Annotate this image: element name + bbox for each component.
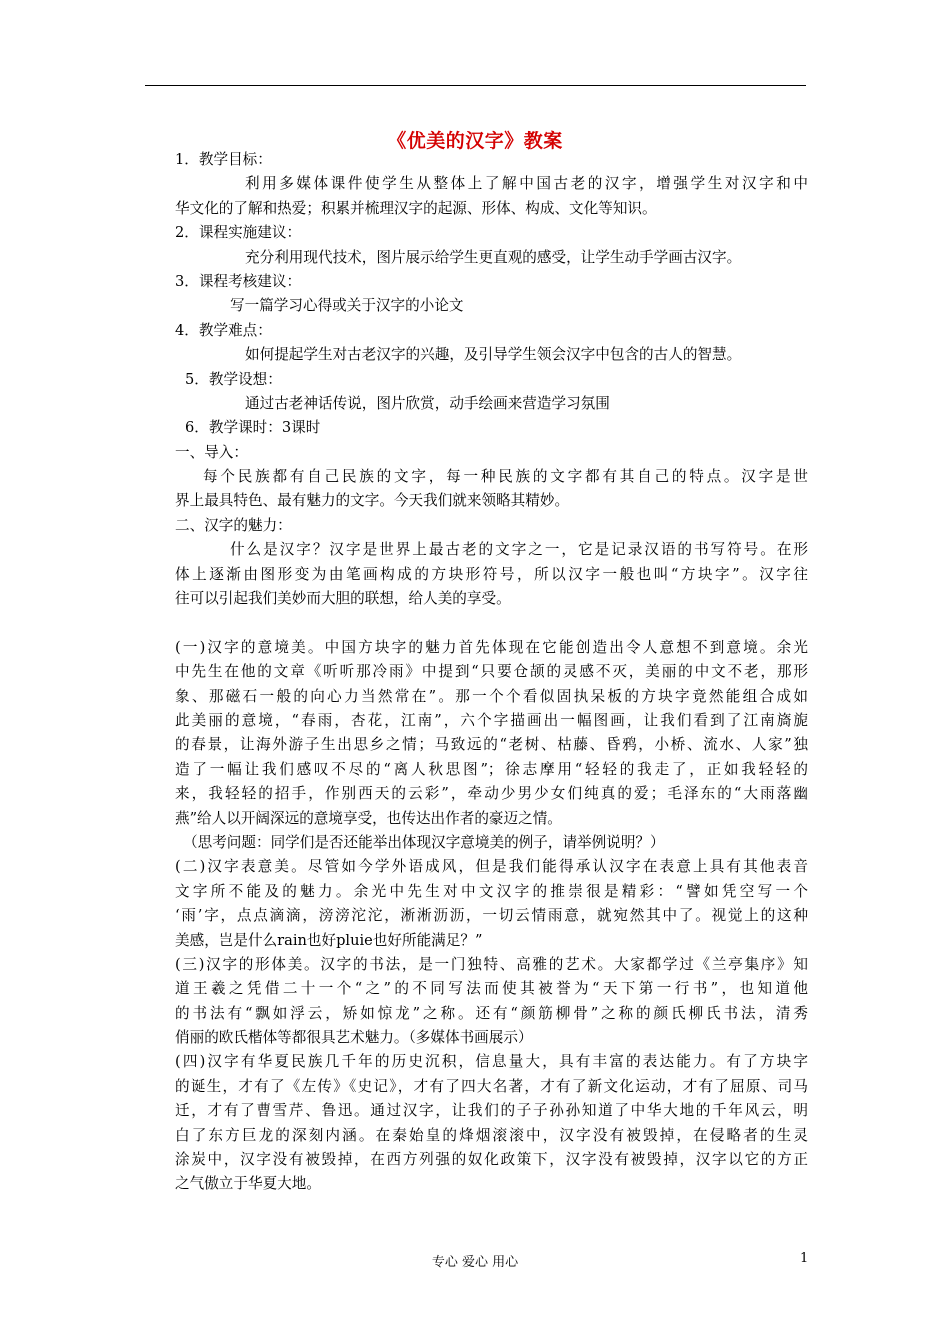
- paragraph-line: 道王羲之凭借二十一个“之”的不同写法而使其被誉为“天下第一行书”，也知道他: [175, 980, 808, 998]
- paragraph-line: 涂炭中，汉字没有被毁掉，在西方列强的奴化政策下，汉字没有被毁掉，汉字以它的方正: [175, 1151, 808, 1169]
- paragraph-line: 迁，才有了曹雪芹、鲁迅。通过汉字，让我们的子子孙孙知道了中华大地的千年风云，明: [175, 1102, 808, 1120]
- heading-teaching-difficulty: 4．教学难点：: [175, 321, 272, 339]
- paragraph-line: 充分利用现代技术，图片展示给学生更直观的感受，让学生动手学画古汉字。: [245, 248, 742, 266]
- paragraph-line: 象、那磁石一般的向心力当然常在”。那一个个看似固执呆板的方块字竟然能组合成如: [175, 687, 808, 705]
- document-title: 《优美的汉字》教案: [387, 130, 563, 152]
- footer-motto: 专心 爱心 用心: [431, 1255, 519, 1270]
- paragraph-line: 的书法有“飘如浮云，矫如惊龙”之称。还有“颜筋柳骨”之称的颜氏柳氏书法，清秀: [175, 1004, 808, 1022]
- heading-course-assessment: 3．课程考核建议：: [175, 272, 302, 290]
- paragraph-line: 中先生在他的文章《听听那冷雨》中提到“只要仓颉的灵感不灭，美丽的中文不老，那形: [175, 663, 808, 681]
- paragraph-line: 俏丽的欧氏楷体等都很具艺术魅力。（多媒体书画展示）: [175, 1029, 533, 1047]
- page-number: 1: [800, 1251, 809, 1266]
- paragraph-line: 造了一幅让我们感叹不尽的“离人秋思图”；徐志摩用“轻轻的我走了，正如我轻轻的: [175, 760, 808, 778]
- blank-line: [175, 611, 808, 635]
- paragraph-line: (二)汉字表意美。尽管如今学外语成风，但是我们能得承认汉字在表意上具有其他表音: [175, 858, 808, 876]
- paragraph-line: 文字所不能及的魅力。余光中先生对中文汉字的推崇很是精彩：“譬如凭空写一个: [175, 882, 808, 900]
- heading-class-hours: 6．教学课时：3课时: [185, 419, 321, 437]
- paragraph-line: 来，我轻轻的招手，作别西天的云彩”，牵动少男少女们纯真的爱；毛泽东的“大雨落幽: [175, 785, 808, 803]
- heading-introduction: 一、导入：: [175, 443, 248, 461]
- header-rule: [145, 85, 806, 86]
- paragraph-line: 之气傲立于华夏大地。: [175, 1175, 321, 1193]
- paragraph-line: 利用多媒体课件使学生从整体上了解中国古老的汉字，增强学生对汉字和中: [245, 175, 808, 193]
- paragraph-line: (四)汉字有华夏民族几千年的历史沉积，信息量大，具有丰富的表达能力。有了方块字: [175, 1053, 808, 1071]
- paragraph-line: 体上逐渐由图形变为由笔画构成的方块形符号，所以汉字一般也叫“方块字”。汉字往: [175, 565, 808, 583]
- paragraph-line: ‘雨’字，点点滴滴，滂滂沱沱，淅淅沥沥，一切云情雨意，就宛然其中了。视觉上的这种: [175, 907, 808, 925]
- heading-course-implementation: 2．课程实施建议：: [175, 224, 302, 242]
- paragraph-line: (三)汉字的形体美。汉字的书法，是一门独特、高雅的艺术。大家都学过《兰亭集序》知: [175, 955, 808, 973]
- paragraph-line: 每个民族都有自己民族的文字，每一种民族的文字都有其自己的特点。汉字是世: [203, 468, 808, 486]
- paragraph-line: 界上最具特色、最有魅力的文字。今天我们就来领略其精妙。: [175, 492, 570, 510]
- paragraph-line: 华文化的了解和热爱；积累并梳理汉字的起源、形体、构成、文化等知识。: [175, 199, 657, 217]
- paragraph-line: (一)汉字的意境美。中国方块字的魅力首先体现在它能创造出令人意想不到意境。余光: [175, 638, 808, 656]
- heading-teaching-goal: 1．教学目标：: [175, 151, 272, 168]
- paragraph-line: 白了东方巨龙的深刻内涵。在秦始皇的烽烟滚滚中，汉字没有被毁掉，在侵略者的生灵: [175, 1126, 808, 1144]
- thinking-question: （思考问题：同学们是否还能举出体现汉字意境美的例子，请举例说明？）: [183, 833, 665, 851]
- paragraph-line: 写一篇学习心得或关于汉字的小论文: [230, 297, 464, 315]
- paragraph-line: 什么是汉字？汉字是世界上最古老的文字之一，它是记录汉语的书写符号。在形: [230, 541, 808, 559]
- paragraph-line: 往可以引起我们美妙而大胆的联想，给人美的享受。: [175, 590, 511, 608]
- document-body: [175, 148, 808, 1197]
- paragraph-line: 燕”给人以开阔深远的意境享受，也传达出作者的豪迈之情。: [175, 809, 562, 827]
- paragraph-line: 的春景，让海外游子生出思乡之情；马致远的“老树、枯藤、昏鸦，小桥、流水、人家”独: [175, 736, 808, 754]
- paragraph-line: 的诞生，才有了《左传》《史记》，才有了四大名著，才有了新文化运动，才有了屈原、司马: [175, 1077, 808, 1095]
- paragraph-line: 美感，岂是什么rain也好pluie也好所能满足？”: [175, 931, 483, 949]
- paragraph-line: 此美丽的意境，“春雨，杏花，江南”，六个字描画出一幅图画，让我们看到了江南旖旎: [175, 711, 808, 729]
- paragraph-line: 如何提起学生对古老汉字的兴趣，及引导学生领会汉字中包含的古人的智慧。: [245, 346, 742, 364]
- heading-teaching-idea: 5．教学设想：: [185, 370, 282, 388]
- paragraph-line: 通过古老神话传说，图片欣赏，动手绘画来营造学习氛围: [245, 394, 610, 412]
- heading-charm-of-chinese-characters: 二、汉字的魅力：: [175, 516, 292, 534]
